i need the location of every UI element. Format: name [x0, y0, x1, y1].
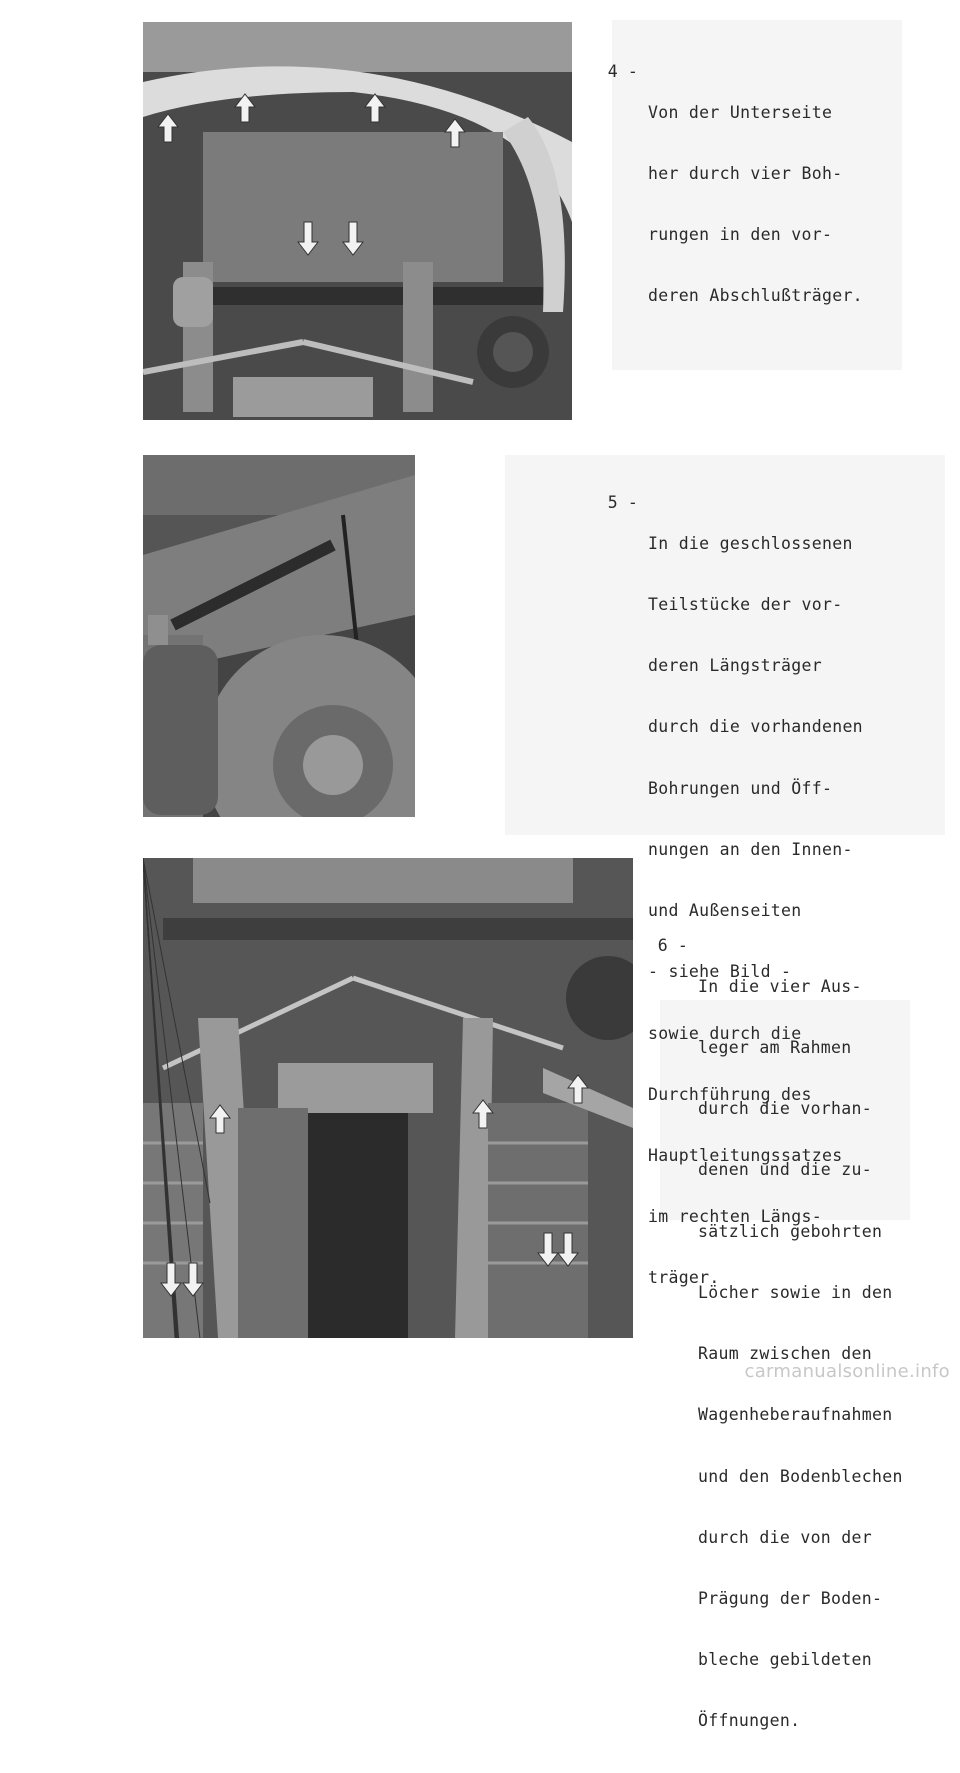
caption-line: Von der Unterseite — [648, 102, 833, 122]
step-dash: - — [627, 62, 639, 81]
caption-line: im rechten Längs- — [648, 1207, 822, 1227]
caption-6 — [636, 936, 903, 1773]
photo-front-underside — [143, 22, 572, 420]
caption-line: In die vier Aus- — [698, 976, 862, 996]
photo-floor-underside — [143, 858, 633, 1338]
caption-line: Löcher sowie in den — [698, 1282, 893, 1302]
caption-line: her durch vier Boh- — [648, 164, 843, 184]
caption-line: deren Abschlußträger. — [648, 286, 863, 306]
caption-line: Wagenheberaufnahmen — [698, 1405, 893, 1425]
caption-line: Raum zwischen den — [698, 1344, 872, 1364]
photo-longitudinal-member — [143, 455, 415, 817]
caption-line: Bohrungen und Öff- — [648, 778, 833, 798]
caption-4 — [586, 62, 863, 348]
caption-line: Teilstücke der vor- — [648, 595, 843, 615]
caption-line: sätzlich gebohrten — [698, 1221, 883, 1241]
caption-line: leger am Rahmen — [698, 1038, 852, 1058]
step-number: 5 — [607, 493, 618, 512]
watermark: carmanualsonline.info — [744, 1361, 950, 1382]
caption-line: und den Bodenblechen — [698, 1466, 903, 1486]
caption-line: durch die von der — [698, 1527, 872, 1547]
caption-line: Durchführung des — [648, 1084, 812, 1104]
caption-line: bleche gebildeten — [698, 1650, 872, 1670]
caption-line: und Außenseiten — [648, 901, 802, 921]
caption-line: durch die vorhan- — [698, 1099, 872, 1119]
caption-line: sowie durch die — [648, 1023, 802, 1043]
step-number: 4 — [607, 62, 618, 81]
caption-line: rungen in den vor- — [648, 225, 833, 245]
caption-line: träger. — [648, 1268, 720, 1288]
caption-line: Prägung der Boden- — [698, 1589, 883, 1608]
step-dash: - — [627, 493, 639, 512]
caption-line: - siehe Bild - — [648, 962, 792, 982]
step-number: 6 — [657, 936, 668, 955]
caption-line: durch die vorhandenen — [648, 717, 863, 737]
caption-line: In die geschlossenen — [648, 533, 853, 553]
step-dash: - — [677, 936, 689, 955]
caption-line: Öffnungen. — [698, 1711, 801, 1731]
caption-line: deren Längsträger — [648, 656, 822, 676]
caption-line: denen und die zu- — [698, 1160, 872, 1180]
caption-line: nungen an den Innen- — [648, 839, 853, 859]
caption-line: Hauptleitungssatzes — [648, 1146, 843, 1165]
